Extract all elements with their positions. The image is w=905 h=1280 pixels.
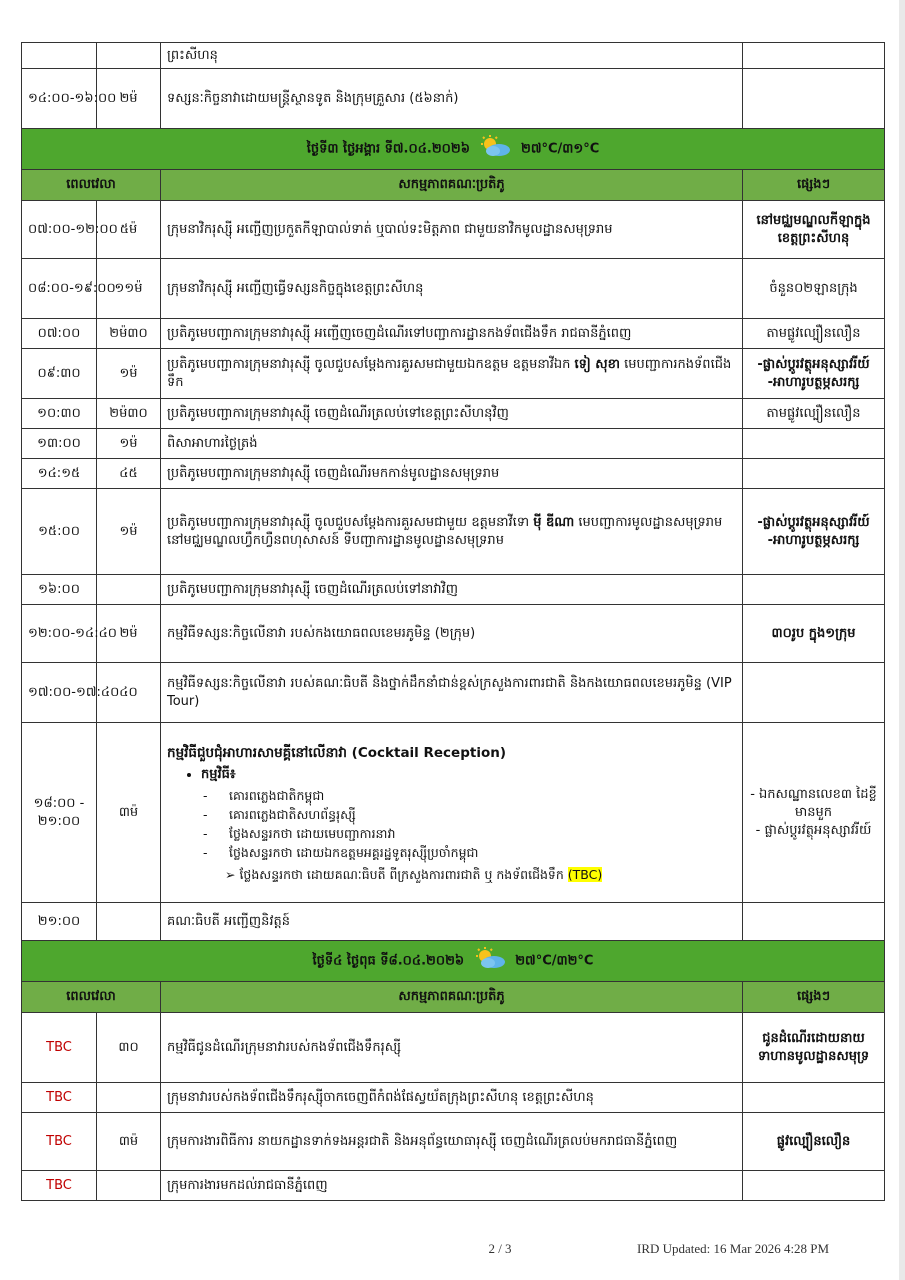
day-header-row [22,129,885,170]
table-row [22,723,885,903]
column-header-row [22,982,885,1013]
day-header-row [22,941,885,982]
table-row [22,429,885,459]
arrow-item [167,864,736,886]
time-cell: ១២:០០-១៤:៤០ [22,605,97,663]
note-cell [743,903,885,941]
note-cell [743,43,885,69]
list-item: - ថ្លែងសន្ទរកថា ដោយឯកឧត្តមអគ្គរដ្ឋទូតរុស្ស៊ីប្រចាំកម្ពុជា [203,844,479,860]
note-cell [743,69,885,129]
column-header-time: ពេលវេលា [22,982,161,1013]
note-cell: ៣០រូប ក្នុង១ក្រុម [743,605,885,663]
day-title: ថ្ងៃទី៤ ថ្ងៃពុធ ទី៨.០៤.២០២៦ [312,953,465,969]
note-cell [743,1083,885,1113]
note-cell [743,489,885,575]
table-row [22,399,885,429]
note-cell [743,1171,885,1201]
schedule-table [21,42,885,1201]
time-cell: TBC [22,1113,97,1171]
activity-cell: ប្រតិភូមេបញ្ជាការក្រុមនាវារុស្ស៊ី ចេញដំណើរត្រលប់ទៅនាវាវិញ [161,575,743,605]
note-cell: តាមផ្លូវល្បឿនលឿន [743,399,885,429]
note-line: - ផ្លាស់ប្តូរវត្ថុអនុស្សាវរីយ៍ [755,822,872,838]
activity-text: ប្រតិភូមេបញ្ជាការក្រុមនាវារុស្ស៊ី ចូលជួបសម្តែងការគួរសមជាមួយ ឧត្តមនាវីទោ [167,514,530,530]
list-item: - គោរពភ្លេងជាតិសហព័ន្ធរុស្ស៊ី [203,806,356,822]
time-cell: ១៧:០០-១៧:៤០ [22,663,97,723]
duration-cell: ៣០ [97,1013,161,1083]
cocktail-title: កម្មវិធីជួបជុំអាហារសាមគ្គីនៅលើនាវា (Cocktail Reception) [167,744,507,761]
activity-cell: ព្រះសីហនុ [161,43,743,69]
duration-cell: ១ម៉ [97,489,161,575]
time-cell: TBC [22,1013,97,1083]
column-header-note: ផ្សេងៗ [743,170,885,201]
table-row [22,1013,885,1083]
time-cell: ២១:០០ [22,903,97,941]
note-line: -ផ្លាស់ប្តូរវត្ថុអនុស្សាវរីយ៍ [757,514,870,530]
activity-text: មេបញ្ជាការកងទ័ពជើងទឹក [167,356,732,390]
note-line: -អាហារូបត្ថម្ភសរក្ស [767,374,860,390]
table-row [22,575,885,605]
time-cell: ០៧:០០-១២:០០ [22,201,97,259]
time-cell: ១៦:០០ [22,575,97,605]
time-cell: ០៨:០០-១៩:០០ [22,259,97,319]
note-line: -អាហារូបត្ថម្ភសរក្ស [767,532,860,548]
activity-cell: ក្រុមនាវិករុស្ស៊ី អញ្ជើញប្រកួតកីឡាបាល់ទាត់ ឬបាល់ទះមិត្តភាព ជាមួយនាវិកមូលដ្ឋានសមុទ្ររាម [161,201,743,259]
activity-cell: ប្រតិភូមេបញ្ជាការក្រុមនាវារុស្ស៊ី ចេញដំណើរត្រលប់ទៅខេត្តព្រះសីហនុវិញ [161,399,743,429]
day-title: ថ្ងៃទី៣ ថ្ងៃអង្គារ ទី៧.០៤.២០២៦ [306,141,470,157]
page-number: 2 / 3 [488,1241,512,1256]
table-row [22,605,885,663]
activity-text: មេបញ្ជាការមូលដ្ឋានសមុទ្ររាម នៅមជ្ឈមណ្ឌលហ្វឹកហ្វឺនពហុសាសន៍ ទីបញ្ជាការដ្ឋានមូលដ្ឋានសមុទ្ររាម [167,514,723,548]
time-cell: ១៣:០០ [22,429,97,459]
duration-cell [97,575,161,605]
table-row [22,459,885,489]
arrow-item-text: ថ្លែងសន្ទរកថា ដោយគណៈធិបតី ពីក្រសួងការពារជាតិ ឬ កងទ័ពជើងទឹក [239,866,564,882]
duration-cell: ៣ម៉ [97,723,161,903]
activity-cell: កម្មវិធីជូនដំណើរក្រុមនាវារបស់កងទ័ពជើងទឹករុស្ស៊ី [161,1013,743,1083]
program-label: កម្មវិធី៖ [201,766,236,782]
duration-cell: ២ម៉ [97,605,161,663]
time-cell: ១៤:០០-១៦:០០ [22,69,97,129]
time-cell: ១៤:១៥ [22,459,97,489]
note-cell [743,575,885,605]
activity-cell: កម្មវិធីទស្សនៈកិច្ចលើនាវា របស់កងយោធពលខេមរភូមិន្ទ (២ក្រុម) [161,605,743,663]
duration-cell: ៤៥ [97,459,161,489]
note-cell: ផ្លូវល្បឿនលឿន [743,1113,885,1171]
time-cell [22,43,97,69]
activity-cell: ក្រុមនាវារបស់កងទ័ពជើងទឹករុស្ស៊ីចាកចេញពីកំពង់ផែស្វយ័តក្រុងព្រះសីហនុ ខេត្តព្រះសីហនុ [161,1083,743,1113]
duration-cell: ២ម៉ [97,69,161,129]
time-cell: ០៩:៣០ [22,349,97,399]
table-row [22,489,885,575]
list-item: - ថ្លែងសន្ទរកថា ដោយមេបញ្ជាការនាវា [203,825,396,841]
table-row [22,349,885,399]
note-cell [743,459,885,489]
note-cell [743,349,885,399]
table-row [22,201,885,259]
time-cell: ១០:៣០ [22,399,97,429]
duration-cell [97,1171,161,1201]
note-cell: តាមផ្លូវល្បឿនលឿន [743,319,885,349]
column-header-activity: សកម្មភាពគណៈប្រតិភូ [161,982,743,1013]
activity-cell: ក្រុមការងារមកដល់រាជធានីភ្នំពេញ [161,1171,743,1201]
activity-cell: ប្រតិភូមេបញ្ជាការក្រុមនាវារុស្ស៊ី ចេញដំណើរមកកាន់មូលដ្ឋានសមុទ្ររាម [161,459,743,489]
time-cell: ០៧:០០ [22,319,97,349]
duration-cell [97,43,161,69]
duration-cell: ២ម៉៣០ [97,399,161,429]
time-cell: TBC [22,1171,97,1201]
table-row [22,69,885,129]
table-row [22,319,885,349]
activity-cell: ទស្សនៈកិច្ចនាវាដោយមន្ត្រីស្ថានទូត និងក្រុមគ្រួសារ (៥៦នាក់) [161,69,743,129]
duration-cell [97,1083,161,1113]
time-cell: TBC [22,1083,97,1113]
activity-cell: កម្មវិធីទស្សនៈកិច្ចលើនាវា របស់គណៈធិបតី និងថ្នាក់ដឹកនាំជាន់ខ្ពស់ក្រសួងការពារជាតិ និងកងយោធពលខេមរភូមិន្ទ (VIP Tour) [161,663,743,723]
table-row [22,43,885,69]
column-header-note: ផ្សេងៗ [743,982,885,1013]
program-list [167,766,736,862]
sun-cloud-icon [478,135,512,163]
updated-timestamp: IRD Updated: 16 Mar 2026 4:28 PM [637,1241,830,1256]
activity-cell [161,489,743,575]
table-row [22,903,885,941]
activity-cell: ក្រុមការងារពិធីការ នាយកដ្ឋានទាក់ទងអន្តរជាតិ និងអនុព័ន្ធយោធារុស្ស៊ី ចេញដំណើរត្រលប់មករាជធានីភ្នំពេញ [161,1113,743,1171]
note-cell: ជូនដំណើរដោយនាយទាហានមូលដ្ឋានសមុទ្រ [743,1013,885,1083]
table-row [22,259,885,319]
program-label-item [201,766,736,862]
note-line: -ផ្លាស់ប្តូរវត្ថុអនុស្សាវរីយ៍ [757,356,870,372]
day-header [22,941,885,982]
duration-cell: ២ម៉៣០ [97,319,161,349]
day-temperature: ២៧°C/៣១°C [521,141,600,157]
duration-cell: ៤០ [97,663,161,723]
activity-cell: គណៈធិបតី អញ្ជើញនិវត្តន៍ [161,903,743,941]
day-header [22,129,885,170]
page-edge [899,0,905,1280]
note-cell [743,429,885,459]
note-cell: នៅមជ្ឈមណ្ឌលកីឡាក្នុងខេត្តព្រះសីហនុ [743,201,885,259]
note-cell [743,663,885,723]
duration-cell: ១ម៉ [97,349,161,399]
table-row [22,663,885,723]
activity-cell: ក្រុមនាវិករុស្ស៊ី អញ្ជើញធ្វើទស្សនកិច្ចក្នុងខេត្តព្រះសីហនុ [161,259,743,319]
activity-cell [161,723,743,903]
official-name: ម៉ី ឌីណា [533,514,575,530]
duration-cell: ៣ម៉ [97,1113,161,1171]
activity-cell: ពិសាអាហារថ្ងៃត្រង់ [161,429,743,459]
list-item: - គោរពភ្លេងជាតិកម្ពុជា [203,787,325,803]
day-temperature: ២៧°C/៣២°C [515,953,594,969]
arrow-bullet-icon: ➢ [225,866,236,882]
official-name: ទៀ សុខា [574,356,621,372]
note-line: - ឯកសណ្ឋានលេខ៣ ដៃខ្លីមានមួក [750,786,877,820]
duration-cell: ១១ម៉ [97,259,161,319]
table-row [22,1171,885,1201]
duration-cell [97,903,161,941]
tbc-highlight: (TBC) [567,866,603,882]
column-header-row [22,170,885,201]
activity-text: ប្រតិភូមេបញ្ជាការក្រុមនាវារុស្ស៊ី ចូលជួបសម្តែងការគួរសមជាមួយឯកឧត្តម ឧត្តមនាវីឯក [167,356,571,372]
duration-cell: ៥ម៉ [97,201,161,259]
time-cell: ១៥:០០ [22,489,97,575]
activity-cell: ប្រតិភូមេបញ្ជាការក្រុមនាវារុស្ស៊ី អញ្ជើញចេញដំណើរទៅបញ្ជាការដ្ឋានកងទ័ពជើងទឹក រាជធានីភ្នំពេញ [161,319,743,349]
column-header-activity: សកម្មភាពគណៈប្រតិភូ [161,170,743,201]
time-cell: ១៨:០០ - ២១:០០ [22,723,97,903]
program-subitems [201,786,736,862]
column-header-time: ពេលវេលា [22,170,161,201]
note-cell [743,723,885,903]
activity-cell [161,349,743,399]
duration-cell: ១ម៉ [97,429,161,459]
table-row [22,1113,885,1171]
sun-cloud-icon [473,947,507,975]
table-row [22,1083,885,1113]
note-cell: ចំនួន០២ឡានក្រុង [743,259,885,319]
